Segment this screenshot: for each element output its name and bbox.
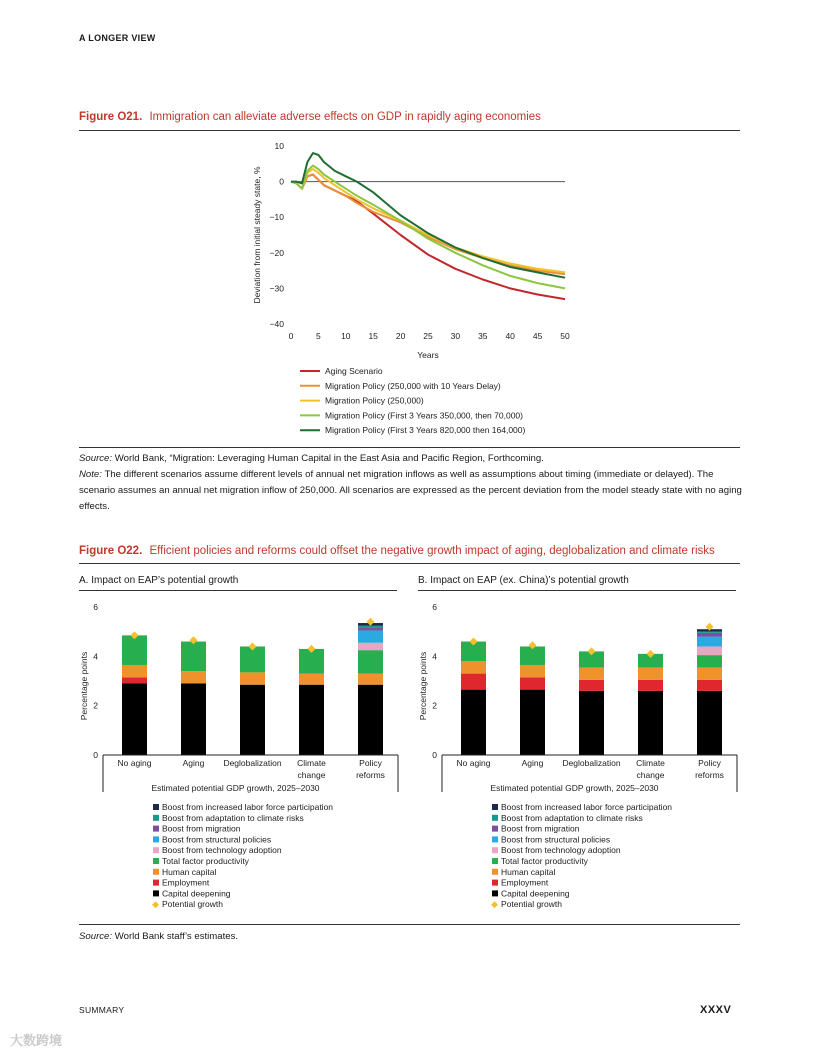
figure-21-number: Figure O21. bbox=[79, 111, 143, 123]
x-tick-label: 30 bbox=[450, 331, 461, 341]
y-tick-label: 0 bbox=[432, 750, 437, 760]
category-label: Policy bbox=[359, 758, 382, 768]
bar-segment bbox=[697, 633, 722, 637]
line-chart bbox=[240, 136, 580, 440]
category-label: Aging bbox=[182, 758, 205, 768]
category-label: reforms bbox=[695, 770, 724, 780]
category-label: Deglobalization bbox=[562, 758, 621, 768]
panel-a-title: A. Impact on EAP’s potential growth bbox=[79, 575, 239, 586]
figure-22-source bbox=[79, 929, 744, 945]
bar-segment bbox=[358, 630, 383, 642]
legend-swatch bbox=[153, 826, 159, 832]
legend-label: Capital deepening bbox=[162, 888, 231, 899]
category-label: Deglobalization bbox=[223, 758, 282, 768]
legend-label: Boost from structural policies bbox=[501, 834, 611, 845]
bar-segment bbox=[579, 691, 604, 755]
legend-label: Boost from increased labor force participation bbox=[162, 802, 334, 812]
bar-segment bbox=[520, 646, 545, 665]
source-text: World Bank, “Migration: Leveraging Human Capital in the East Asia and Pacific Region, Forthcoming. bbox=[114, 453, 544, 464]
category-label: Climate bbox=[636, 758, 665, 768]
x-tick-label: 20 bbox=[395, 331, 406, 341]
bar-segment bbox=[181, 642, 206, 672]
series-line bbox=[291, 153, 565, 278]
bar-segment bbox=[122, 665, 147, 677]
y-tick-label: −40 bbox=[269, 319, 284, 329]
x-tick-label: 50 bbox=[560, 331, 570, 341]
category-label: change bbox=[297, 770, 326, 780]
bar-segment bbox=[299, 685, 324, 755]
legend-label: Boost from adaptation to climate risks bbox=[162, 812, 304, 823]
series-line bbox=[291, 169, 565, 272]
figure-22-title-text: Efficient policies and reforms could offset the negative growth impact of aging, deglobalization and climate risks bbox=[149, 545, 715, 557]
bar-segment bbox=[358, 643, 383, 650]
x-tick-label: 10 bbox=[341, 331, 351, 341]
bar-chart-a bbox=[76, 596, 401, 914]
legend-label: Migration Policy (First 3 Years 820,000 then 164,000) bbox=[325, 425, 526, 436]
legend-label: Human capital bbox=[501, 866, 556, 877]
legend-swatch bbox=[492, 815, 498, 821]
bar-segment bbox=[638, 667, 663, 679]
legend-swatch bbox=[153, 804, 159, 810]
x-tick-label: 25 bbox=[423, 331, 433, 341]
y-tick-label: 4 bbox=[93, 651, 98, 662]
bar-segment bbox=[697, 655, 722, 667]
bar-segment bbox=[697, 646, 722, 655]
category-label: change bbox=[636, 770, 665, 780]
bar-segment bbox=[638, 680, 663, 691]
page-number: XXXV bbox=[700, 1004, 732, 1016]
bar-segment bbox=[638, 691, 663, 755]
figure-21-top-rule bbox=[79, 130, 740, 131]
bar-segment bbox=[181, 683, 206, 755]
note-label: Note: bbox=[79, 469, 102, 480]
bar-segment bbox=[520, 677, 545, 689]
legend-swatch bbox=[492, 880, 498, 886]
source-label: Source: bbox=[79, 453, 113, 464]
running-header: A LONGER VIEW bbox=[79, 33, 156, 43]
legend-label: Boost from increased labor force participation bbox=[501, 802, 673, 812]
bar-segment bbox=[181, 671, 206, 683]
legend-label: Total factor productivity bbox=[501, 856, 588, 866]
legend-swatch bbox=[153, 815, 159, 821]
bar-segment bbox=[358, 685, 383, 755]
legend-marker bbox=[152, 901, 159, 908]
y-tick-label: 0 bbox=[93, 750, 98, 760]
figure-21-note bbox=[79, 467, 744, 515]
legend-swatch bbox=[153, 880, 159, 886]
legend-label: Boost from technology adoption bbox=[501, 845, 621, 856]
category-label: Aging bbox=[521, 758, 544, 768]
legend-label: Migration Policy (250,000) bbox=[325, 395, 424, 406]
panel-a-rule bbox=[79, 590, 397, 591]
legend-label: Employment bbox=[162, 877, 210, 888]
legend-label: Boost from structural policies bbox=[162, 834, 272, 845]
bar-segment bbox=[697, 632, 722, 633]
bar-segment bbox=[358, 650, 383, 673]
bar-segment bbox=[122, 635, 147, 665]
legend-label: Aging Scenario bbox=[325, 366, 383, 376]
legend-marker bbox=[491, 901, 498, 908]
panel-b-title: B. Impact on EAP (ex. China)’s potential growth bbox=[418, 575, 629, 586]
legend-label: Human capital bbox=[162, 866, 217, 877]
figure-21-title bbox=[79, 111, 541, 123]
source-text: World Bank staff’s estimates. bbox=[114, 931, 239, 942]
x-tick-label: 35 bbox=[478, 331, 488, 341]
y-tick-label: −30 bbox=[269, 283, 284, 294]
bar-segment bbox=[520, 690, 545, 755]
y-tick-label: 10 bbox=[274, 141, 284, 151]
legend-swatch bbox=[492, 836, 498, 842]
bar-segment bbox=[299, 674, 324, 685]
series-line bbox=[291, 175, 565, 275]
y-tick-label: 0 bbox=[279, 176, 284, 187]
bar-segment bbox=[358, 628, 383, 630]
category-label: Climate bbox=[297, 758, 326, 768]
bar-segment bbox=[240, 672, 265, 684]
bar-segment bbox=[697, 637, 722, 647]
legend-label: Total factor productivity bbox=[162, 856, 249, 866]
panel-b-rule bbox=[418, 590, 736, 591]
legend-swatch bbox=[492, 826, 498, 832]
legend-swatch bbox=[153, 858, 159, 864]
category-label: No aging bbox=[117, 758, 152, 768]
legend-swatch bbox=[153, 869, 159, 875]
bar-segment bbox=[697, 680, 722, 691]
legend-swatch bbox=[492, 890, 498, 896]
figure-22-title bbox=[79, 545, 715, 557]
footer-section: SUMMARY bbox=[79, 1005, 125, 1015]
figure-21-bottom-rule bbox=[79, 447, 740, 448]
figure-21-title-text: Immigration can alleviate adverse effects on GDP in rapidly aging economies bbox=[149, 111, 541, 123]
legend-label: Migration Policy (First 3 Years 350,000, then 70,000) bbox=[325, 410, 523, 421]
x-tick-label: 5 bbox=[316, 331, 321, 341]
bar-segment bbox=[579, 680, 604, 691]
legend-label: Capital deepening bbox=[501, 888, 570, 899]
legend-label: Potential growth bbox=[501, 899, 562, 910]
bar-segment bbox=[461, 674, 486, 690]
category-label: No aging bbox=[456, 758, 491, 768]
legend-label: Boost from migration bbox=[501, 823, 580, 834]
figure-22-top-rule bbox=[79, 563, 740, 564]
y-tick-label: −20 bbox=[269, 247, 284, 258]
y-tick-label: 6 bbox=[93, 602, 98, 612]
bar-segment bbox=[579, 667, 604, 679]
y-axis-title: Percentage points bbox=[79, 651, 89, 721]
y-tick-label: 2 bbox=[93, 700, 98, 711]
y-tick-label: 6 bbox=[432, 602, 437, 612]
bar-chart-b bbox=[415, 596, 740, 914]
bar-segment bbox=[697, 667, 722, 679]
legend-swatch bbox=[153, 890, 159, 896]
y-axis-title: Deviation from initial steady state, % bbox=[252, 166, 262, 304]
bar-segment bbox=[461, 690, 486, 755]
x-axis-title: Estimated potential GDP growth, 2025–2030 bbox=[490, 783, 659, 793]
x-axis-title: Years bbox=[417, 350, 439, 360]
legend-swatch bbox=[492, 869, 498, 875]
legend-label: Boost from adaptation to climate risks bbox=[501, 812, 643, 823]
y-tick-label: 2 bbox=[432, 700, 437, 711]
bar-segment bbox=[358, 626, 383, 628]
legend-swatch bbox=[492, 847, 498, 853]
figure-22-bottom-rule bbox=[79, 924, 740, 925]
bar-segment bbox=[358, 674, 383, 685]
legend-swatch bbox=[492, 858, 498, 864]
bar-segment bbox=[122, 677, 147, 683]
legend-swatch bbox=[492, 804, 498, 810]
y-tick-label: 4 bbox=[432, 651, 437, 662]
source-label: Source: bbox=[79, 931, 113, 942]
x-axis-title: Estimated potential GDP growth, 2025–2030 bbox=[151, 783, 320, 793]
category-label: reforms bbox=[356, 770, 385, 780]
legend-label: Boost from technology adoption bbox=[162, 845, 282, 856]
y-tick-label: −10 bbox=[269, 212, 284, 223]
figure-22-number: Figure O22. bbox=[79, 545, 143, 557]
figure-21-source bbox=[79, 451, 744, 467]
note-text: The different scenarios assume different levels of annual net migration inflows as well as assumptions about timing (immediate or delayed). The scenario assumes an annual net migration inflow of 250,000. All scenarios are expressed as the percent deviation from the model steady state with no aging effects. bbox=[79, 469, 742, 512]
x-tick-label: 15 bbox=[368, 331, 378, 341]
legend-swatch bbox=[153, 836, 159, 842]
category-label: Policy bbox=[698, 758, 721, 768]
legend-swatch bbox=[153, 847, 159, 853]
x-tick-label: 0 bbox=[288, 331, 294, 341]
bar-segment bbox=[697, 691, 722, 755]
legend-label: Boost from migration bbox=[162, 823, 241, 834]
x-tick-label: 45 bbox=[532, 331, 543, 341]
x-tick-label: 40 bbox=[505, 331, 515, 341]
bar-segment bbox=[240, 685, 265, 755]
legend-label: Potential growth bbox=[162, 899, 223, 910]
bar-segment bbox=[520, 665, 545, 677]
bar-segment bbox=[122, 683, 147, 755]
watermark: 大数跨境 bbox=[10, 1033, 63, 1048]
legend-label: Migration Policy (250,000 with 10 Years Delay) bbox=[325, 380, 501, 391]
legend-label: Employment bbox=[501, 877, 549, 888]
bar-segment bbox=[461, 661, 486, 673]
y-axis-title: Percentage points bbox=[418, 651, 428, 721]
